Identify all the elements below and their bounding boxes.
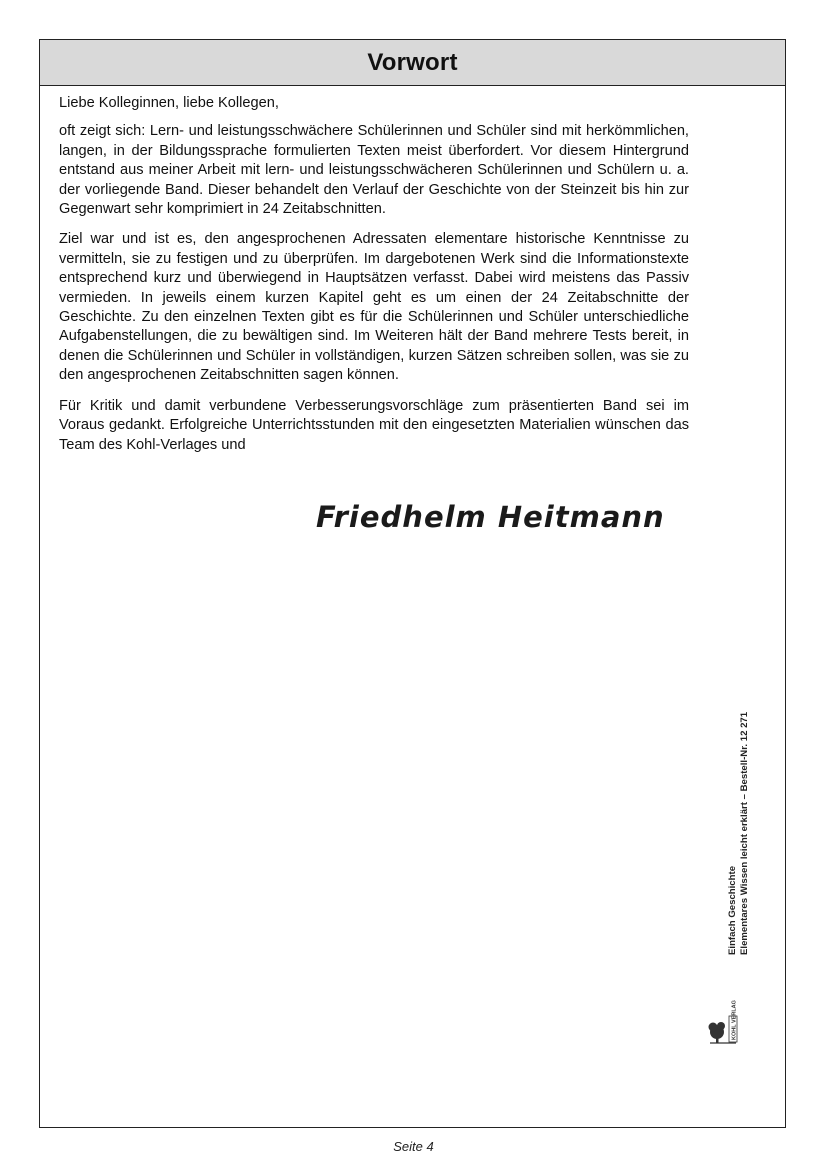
paragraph-2: Ziel war und ist es, den angesprochenen Adressaten elementare historische Kenntnisse zu vermitteln, sie zu festigen und zu überprüfen. Im dargebotenen Werk sind die Informationstexte entsprechend kurz und überwiegend in Hauptsätzen verfasst. Dabei wird meistens das Passiv vermieden. In jeweils einem kurzen Kapitel geht es um einen der 24 Zeitabschnitte der Geschichte. Zu den einzelnen Texten gibt es für die Schülerinnen und Schüler unterschiedliche Aufgabenstellungen, die zu bewältigen sind. Im Weiteren hält der Band mehrere Tests bereit, in denen die Schülerinnen und Schüler in vollständigen, kurzen Sätzen schreiben sollen, was sie zu den angesprochenen Zeitabschnitten sagen können. <box>59 231 689 384</box>
author-signature: Friedhelm Heitmann <box>316 500 665 534</box>
side-label-subtitle: Elementares Wissen leicht erklärt – Bestell-Nr. 12 271 <box>738 711 750 955</box>
side-label-title: Einfach Geschichte <box>727 865 738 955</box>
greeting: Liebe Kolleginnen, liebe Kollegen, <box>59 95 279 111</box>
title-bar <box>40 40 785 86</box>
paragraph-3: Für Kritik und damit verbundene Verbesserungsvorschläge zum präsentierten Band sei im Voraus gedankt. Erfolgreiche Unterrichtsstunden mit den eingesetzten Materialien wünschen das Team des Kohl-Verlages und <box>59 397 689 453</box>
preface-text <box>59 94 689 466</box>
page-number: Seite 4 <box>393 1139 434 1154</box>
publisher-logo-text: KOHL VERLAG <box>731 1000 738 1040</box>
page-title: Vorwort <box>367 48 458 76</box>
side-label <box>727 665 757 955</box>
paragraph-1: oft zeigt sich: Lern- und leistungsschwächere Schülerinnen und Schüler sind mit herkömmlichen, langen, in der Bildungssprache formulierten Texten meist überfordert. Vor diesem Hintergrund entstand aus meiner Arbeit mit lern- und leistungsschwächeren Schülerinnen und Schülern u. a. der vorliegende Band. Dieser behandelt den Verlauf der Geschichte von der Steinzeit bis hin zur Gegenwart sehr komprimiert in 24 Zeitabschnitten. <box>59 123 689 218</box>
publisher-logo-icon <box>706 985 742 1045</box>
